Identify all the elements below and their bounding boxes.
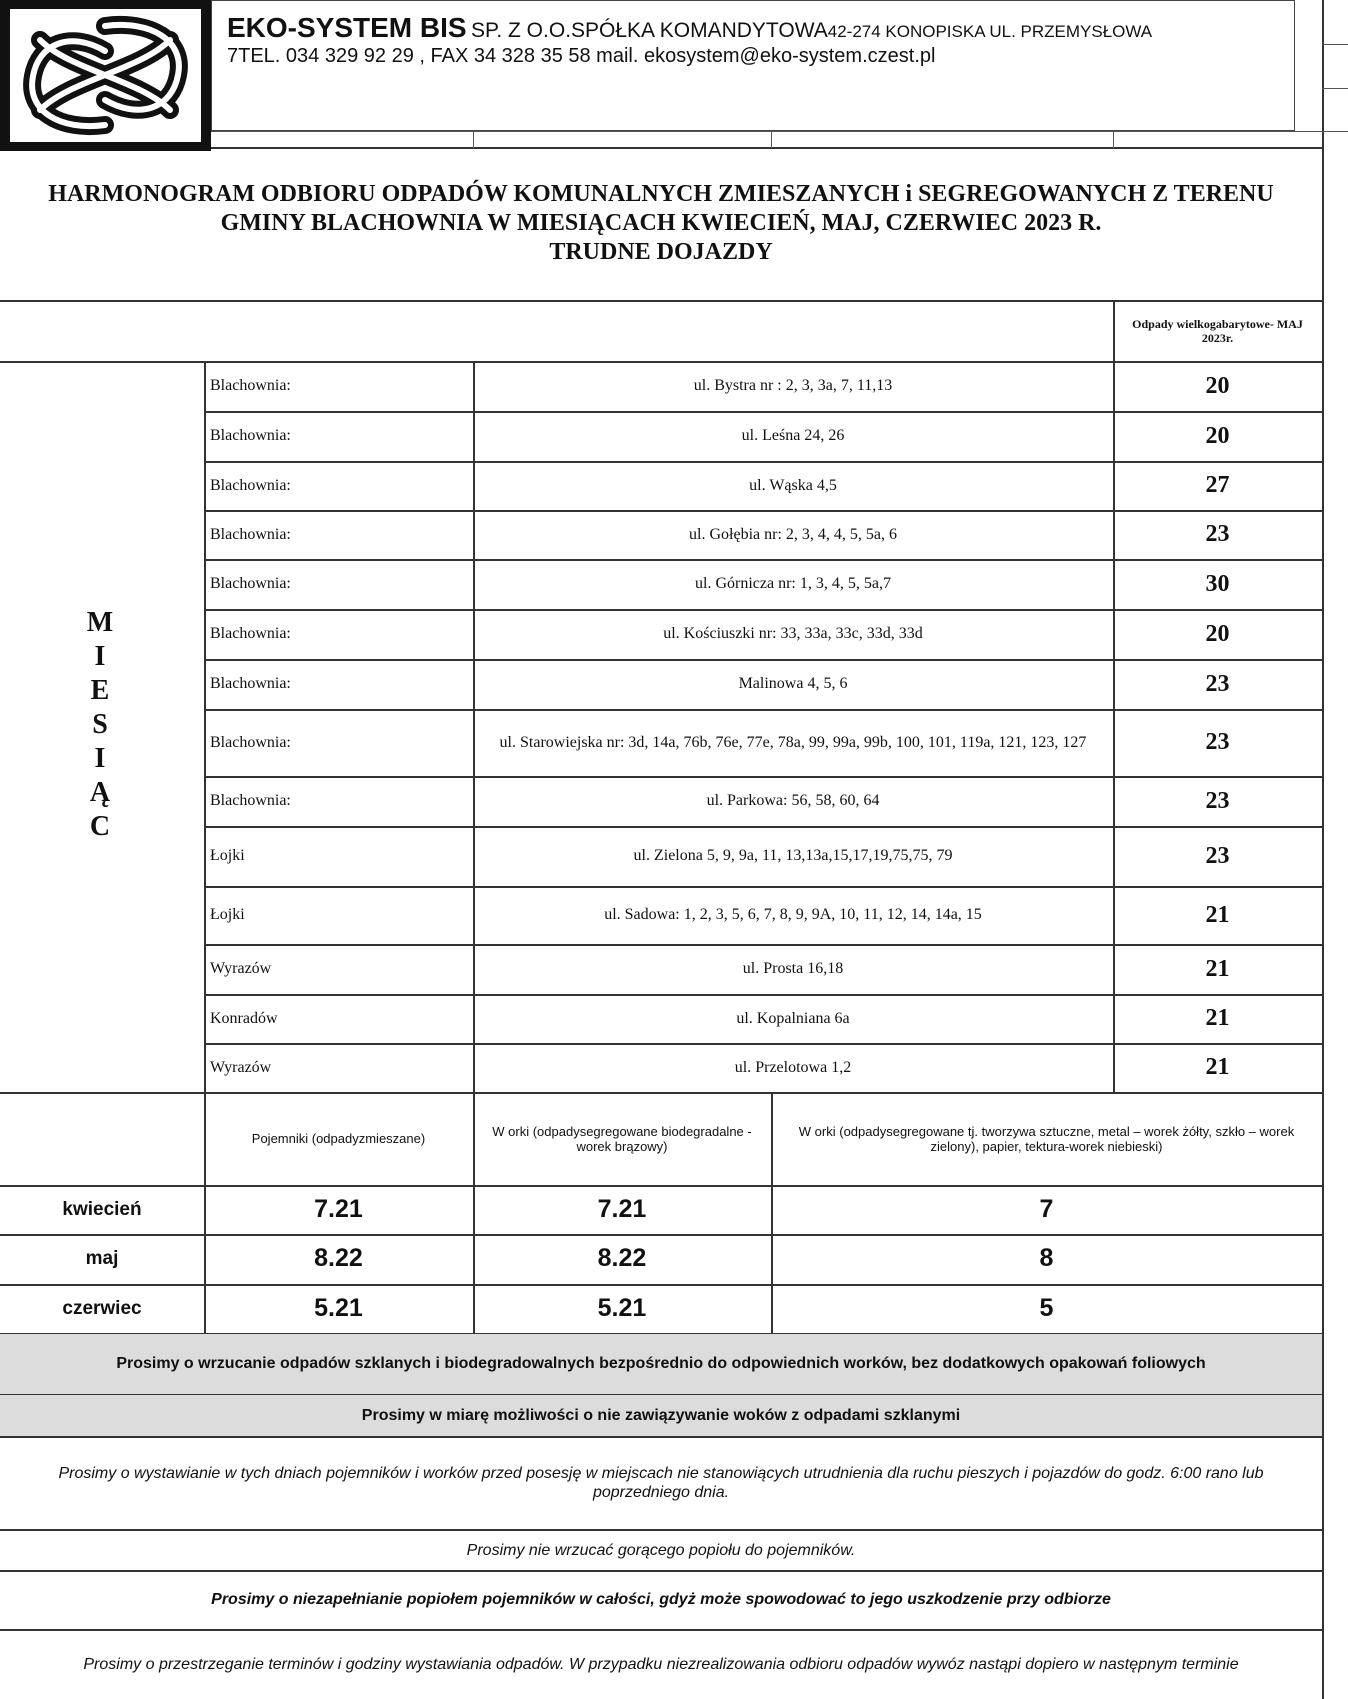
note-ash-fill: Prosimy o niezapełnianie popiołem pojemników w całości, gdyż może spowodować to jego uszkodzenie przy odbiorze (211, 1591, 1111, 1608)
row-month: czerwiec (62, 1297, 142, 1319)
table-rule (204, 709, 1322, 711)
row-address: ul. Prosta 16,18 (742, 960, 844, 977)
note-deadlines: Prosimy o przestrzeganie terminów i godziny wystawiania odpadów. W przypadku niezrealizowania odbioru odpadów wywóz nastąpi dopiero w następnym terminie (83, 1656, 1239, 1673)
row-place: Blachownia: (210, 377, 291, 394)
row-mixed-dates: 5.21 (314, 1294, 363, 1322)
row-segregated-dates: 7 (1039, 1195, 1054, 1223)
note-hot-ash: Prosimy nie wrzucać gorącego popiołu do pojemników. (466, 1541, 856, 1559)
row-pickup-day: 23 (1205, 787, 1230, 814)
header-rule (211, 131, 1322, 132)
row-pickup-day: 20 (1205, 620, 1230, 647)
row-place: Łojki (210, 906, 245, 923)
row-address: ul. Gołębia nr: 2, 3, 4, 4, 5, 5a, 6 (689, 525, 897, 543)
row-address: ul. Przelotowa 1,2 (734, 1058, 852, 1076)
row-mixed-dates: 8.22 (314, 1244, 363, 1272)
row-segregated-dates: 5 (1039, 1294, 1054, 1322)
row-bio-dates: 7.21 (597, 1195, 647, 1223)
margin-tick (1322, 131, 1348, 132)
row-segregated-dates: 8 (1039, 1244, 1054, 1272)
row-address: Malinowa 4, 5, 6 (738, 675, 848, 692)
row-place: Blachownia: (210, 476, 291, 494)
row-pickup-day: 21 (1205, 1005, 1230, 1031)
vertical-letter: Ą (89, 777, 111, 808)
row-pickup-day: 20 (1205, 422, 1230, 449)
title-line-3: TRUDNE DOJAZDY (549, 239, 773, 265)
row-place: Blachownia: (210, 427, 291, 444)
table-rule (204, 411, 1322, 413)
row-pickup-day: 20 (1205, 372, 1230, 399)
row-place: Blachownia: (210, 525, 291, 543)
header-rule (211, 147, 1322, 149)
row-address: ul. Wąska 4,5 (749, 476, 837, 494)
table-rule (204, 461, 1322, 463)
row-pickup-day: 27 (1205, 472, 1230, 498)
row-address: ul. Kopalniana 6a (736, 1009, 850, 1027)
row-pickup-day: 23 (1205, 729, 1230, 755)
vertical-letter: C (89, 811, 111, 842)
table-rule (204, 994, 1322, 996)
note-glass-bags: Prosimy w miarę możliwości o nie zawiązywanie woków z odpadami szklanymi (0, 1395, 1322, 1436)
vertical-month-label (60, 606, 140, 844)
note-placement: Prosimy o wystawianie w tych dniach pojemników i worków przed posesję w miejscach nie stanowiących utrudnienia dla ruchu pieszych i pojazdów do godz. 6:00 rano lub poprzedniego dnia. (58, 1465, 1264, 1501)
header-rule (473, 131, 474, 148)
header-mixed-containers: Pojemniki (odpadyzmieszane) (251, 1131, 426, 1146)
title-line-1: HARMONOGRAM ODBIORU ODPADÓW KOMUNALNYCH ZMIESZANYCH i SEGREGOWANYCH Z TERENU (48, 181, 1274, 207)
row-place: Łojki (210, 847, 245, 864)
title-line-2: GMINY BLACHOWNIA W MIESIĄCACH KWIECIEŃ, MAJ, CZERWIEC 2023 R. (220, 210, 1102, 236)
table-rule (204, 826, 1322, 828)
header-rule (771, 131, 772, 148)
row-pickup-day: 21 (1205, 901, 1230, 928)
vertical-letter: S (92, 709, 108, 740)
vertical-letter: M (86, 607, 114, 638)
row-address: ul. Starowiejska nr: 3d, 14a, 76b, 76e, 77e, 78a, 99, 99a, 99b, 100, 101, 119a, 121, 123, 127 (499, 733, 1087, 751)
margin-tick (1322, 88, 1348, 89)
row-place: Blachownia: (210, 575, 291, 592)
row-pickup-day: 23 (1205, 521, 1230, 547)
row-address: ul. Górnicza nr: 1, 3, 4, 5, 5a,7 (695, 575, 891, 592)
row-place: Wyrazów (210, 1058, 272, 1076)
company-address: 42-274 KONOPISKA UL. PRZEMYSŁOWA (827, 22, 1153, 41)
table-rule (204, 776, 1322, 778)
row-place: Blachownia: (210, 625, 291, 642)
row-place: Konradów (210, 1009, 278, 1027)
row-bio-dates: 8.22 (597, 1244, 647, 1272)
row-place: Blachownia: (210, 792, 291, 809)
page-title (0, 180, 1322, 267)
row-place: Blachownia: (210, 733, 291, 751)
row-address: ul. Zielona 5, 9, 9a, 11, 13,13a,15,17,19,75,75, 79 (633, 847, 953, 864)
vertical-letter: I (94, 641, 106, 672)
row-address: ul. Kościuszki nr: 33, 33a, 33c, 33d, 33d (663, 625, 923, 642)
row-address: ul. Sadowa: 1, 2, 3, 5, 6, 7, 8, 9, 9A, 10, 11, 12, 14, 14a, 15 (604, 906, 982, 923)
vertical-letter: E (90, 675, 110, 706)
table-rule (204, 559, 1322, 561)
company-logo (0, 0, 211, 151)
vertical-letter: I (94, 743, 106, 774)
row-place: Wyrazów (210, 960, 272, 977)
table-rule (204, 944, 1322, 946)
header-rule (1113, 131, 1114, 148)
table-rule (204, 510, 1322, 512)
row-pickup-day: 23 (1205, 842, 1230, 869)
row-pickup-day: 21 (1205, 955, 1230, 982)
row-place: Blachownia: (210, 675, 291, 692)
row-bio-dates: 5.21 (597, 1294, 647, 1322)
row-month: maj (85, 1247, 119, 1269)
row-address: ul. Parkowa: 56, 58, 60, 64 (706, 792, 880, 809)
company-contact: 7TEL. 034 329 92 29 , FAX 34 328 35 58 mail. ekosystem@eko-system.czest.pl (227, 45, 936, 67)
header-bio-bags: W orki (odpadysegregowane biodegradalne - worek brązowy) (492, 1123, 752, 1154)
row-pickup-day: 30 (1205, 570, 1230, 597)
row-pickup-day: 23 (1205, 670, 1230, 697)
table-rule (204, 1043, 1322, 1045)
note-glass-bio: Prosimy o wrzucanie odpadów szklanych i biodegradowalnych bezpośrednio do odpowiednich worków, bez dodatkowych opakowań foliowych (0, 1334, 1322, 1394)
company-name: EKO-SYSTEM BIS (227, 12, 467, 43)
row-address: ul. Bystra nr : 2, 3, 3a, 7, 11,13 (693, 377, 893, 394)
celtic-knot-icon (0, 0, 211, 151)
table-rule (204, 659, 1322, 661)
table-rule (204, 886, 1322, 888)
row-month: kwiecień (62, 1198, 142, 1220)
margin-tick (1322, 44, 1348, 45)
page-right-border (1322, 0, 1324, 1699)
company-form: SP. Z O.O.SPÓŁKA KOMANDYTOWA (471, 19, 828, 42)
header-segregated-bags: W orki (odpadysegregowane tj. tworzywa sztuczne, metal – worek żółty, szkło – worek zielony), papier, tektura-worek niebieski) (798, 1123, 1295, 1154)
table-rule (204, 609, 1322, 611)
company-line (227, 12, 1152, 44)
row-pickup-day: 21 (1205, 1054, 1230, 1080)
bulky-waste-header: Odpady wielkogabarytowe- MAJ 2023r. (1132, 317, 1303, 345)
row-mixed-dates: 7.21 (314, 1195, 363, 1223)
row-address: ul. Leśna 24, 26 (741, 427, 845, 444)
